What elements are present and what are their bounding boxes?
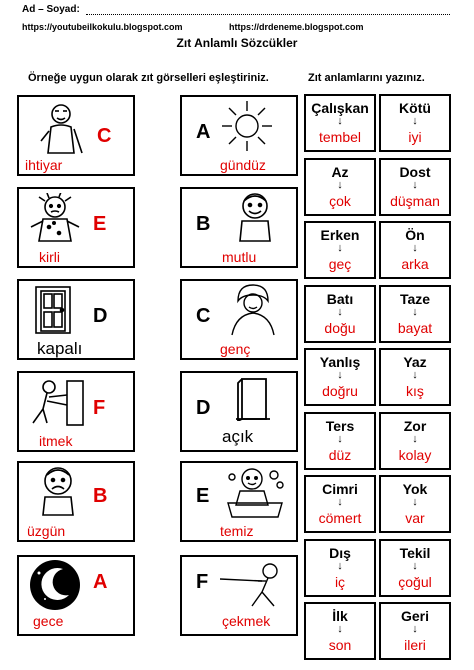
pair-answer[interactable]: düşman bbox=[390, 193, 440, 209]
pair-answer[interactable]: var bbox=[405, 510, 425, 526]
pair-word: Tekil bbox=[399, 545, 431, 561]
left-card-night[interactable] bbox=[17, 555, 135, 636]
pair-answer[interactable]: cömert bbox=[318, 510, 362, 526]
left-card-old-man[interactable] bbox=[17, 95, 135, 176]
right-card-pull[interactable] bbox=[180, 555, 298, 636]
opposite-pair[interactable] bbox=[379, 348, 451, 406]
pair-answer[interactable]: kolay bbox=[398, 447, 432, 463]
card-word: üzgün bbox=[27, 523, 66, 539]
washing-child-icon bbox=[222, 465, 288, 519]
pair-answer[interactable]: geç bbox=[328, 256, 352, 272]
down-arrow-icon: ↓ bbox=[412, 496, 418, 508]
pair-word: Ön bbox=[405, 227, 425, 243]
sun-icon bbox=[220, 99, 274, 153]
pair-word: Taze bbox=[399, 291, 431, 307]
pair-word: Geri bbox=[400, 608, 429, 624]
pair-answer[interactable]: çok bbox=[329, 193, 351, 209]
happy-boy-icon bbox=[232, 191, 278, 243]
opposite-pair[interactable] bbox=[304, 158, 376, 216]
card-letter: B bbox=[93, 485, 108, 507]
card-word: kirli bbox=[39, 249, 60, 265]
pair-answer[interactable]: tembel bbox=[318, 129, 362, 145]
closed-door-icon bbox=[33, 285, 73, 335]
pair-word: Dış bbox=[329, 545, 351, 561]
page-title: Zıt Anlamlı Sözcükler bbox=[176, 36, 298, 50]
sad-boy-icon bbox=[33, 465, 83, 517]
name-line[interactable] bbox=[86, 14, 450, 15]
pair-answer[interactable]: doğu bbox=[324, 320, 356, 336]
down-arrow-icon: ↓ bbox=[337, 623, 343, 635]
card-letter: B bbox=[196, 213, 211, 235]
match-instruction: Örneğe uygun olarak zıt görselleri eşleştiriniz. bbox=[28, 72, 269, 84]
opposite-pair[interactable] bbox=[304, 285, 376, 343]
card-word: itmek bbox=[39, 433, 73, 449]
down-arrow-icon: ↓ bbox=[412, 560, 418, 572]
card-word: ihtiyar bbox=[25, 157, 63, 173]
open-door-icon bbox=[236, 377, 272, 421]
opposite-pair[interactable] bbox=[304, 475, 376, 533]
dirty-child-icon bbox=[25, 193, 91, 243]
url-right[interactable]: https://drdeneme.blogspot.com bbox=[229, 22, 364, 32]
card-letter: D bbox=[196, 397, 211, 419]
pair-word: Çalışkan bbox=[311, 100, 369, 116]
card-letter: D bbox=[93, 305, 108, 327]
young-woman-icon bbox=[222, 283, 284, 337]
down-arrow-icon: ↓ bbox=[412, 306, 418, 318]
pulling-person-icon bbox=[220, 559, 286, 609]
card-letter: C bbox=[196, 305, 211, 327]
opposite-pair[interactable] bbox=[304, 412, 376, 470]
old-man-icon bbox=[27, 101, 95, 155]
card-word: çekmek bbox=[222, 613, 271, 629]
card-word: gece bbox=[33, 613, 64, 629]
pair-word: Az bbox=[331, 164, 349, 180]
pair-word: İlk bbox=[332, 608, 348, 624]
left-card-push[interactable] bbox=[17, 371, 135, 452]
pair-answer[interactable]: ileri bbox=[404, 637, 426, 653]
card-letter: A bbox=[93, 571, 108, 593]
pair-answer[interactable]: düz bbox=[328, 447, 352, 463]
pair-word: Kötü bbox=[399, 100, 431, 116]
pair-word: Erken bbox=[320, 227, 360, 243]
opposite-pair[interactable] bbox=[304, 348, 376, 406]
right-card-day[interactable] bbox=[180, 95, 298, 176]
down-arrow-icon: ↓ bbox=[337, 433, 343, 445]
opposite-pair[interactable] bbox=[379, 221, 451, 279]
card-word: gündüz bbox=[220, 157, 266, 173]
pair-answer[interactable]: arka bbox=[401, 256, 429, 272]
card-letter: A bbox=[196, 121, 211, 143]
opposite-pair[interactable] bbox=[304, 221, 376, 279]
right-card-open[interactable] bbox=[180, 371, 298, 452]
down-arrow-icon: ↓ bbox=[337, 369, 343, 381]
down-arrow-icon: ↓ bbox=[337, 496, 343, 508]
down-arrow-icon: ↓ bbox=[412, 115, 418, 127]
opposite-pair[interactable] bbox=[304, 94, 376, 152]
down-arrow-icon: ↓ bbox=[412, 623, 418, 635]
opposite-pair[interactable] bbox=[379, 475, 451, 533]
opposite-pair[interactable] bbox=[379, 412, 451, 470]
down-arrow-icon: ↓ bbox=[412, 242, 418, 254]
write-instruction: Zıt anlamlarını yazınız. bbox=[308, 72, 425, 84]
left-card-dirty[interactable] bbox=[17, 187, 135, 268]
pair-answer[interactable]: bayat bbox=[397, 320, 433, 336]
opposite-pair[interactable] bbox=[304, 602, 376, 660]
opposite-pair[interactable] bbox=[379, 94, 451, 152]
right-card-clean[interactable] bbox=[180, 461, 298, 542]
pair-answer[interactable]: iyi bbox=[408, 129, 422, 145]
pair-word: Yanlış bbox=[319, 354, 361, 370]
pair-answer[interactable]: doğru bbox=[322, 383, 358, 399]
pair-word: Cimri bbox=[322, 481, 358, 497]
pair-answer[interactable]: kış bbox=[406, 383, 424, 399]
url-left[interactable]: https://youtubeilkokulu.blogspot.com bbox=[22, 22, 183, 32]
card-letter: C bbox=[97, 125, 112, 147]
left-card-sad[interactable] bbox=[17, 461, 135, 542]
down-arrow-icon: ↓ bbox=[412, 369, 418, 381]
pair-word: Yaz bbox=[403, 354, 427, 370]
pair-word: Batı bbox=[326, 291, 354, 307]
opposite-pair[interactable] bbox=[379, 539, 451, 597]
right-card-young[interactable] bbox=[180, 279, 298, 360]
card-word: kapalı bbox=[37, 339, 83, 358]
down-arrow-icon: ↓ bbox=[412, 433, 418, 445]
down-arrow-icon: ↓ bbox=[337, 242, 343, 254]
left-card-closed-door[interactable] bbox=[17, 279, 135, 360]
opposite-pair[interactable] bbox=[379, 602, 451, 660]
pair-word: Ters bbox=[325, 418, 355, 434]
down-arrow-icon: ↓ bbox=[337, 179, 343, 191]
opposite-pair[interactable] bbox=[304, 539, 376, 597]
right-card-happy[interactable] bbox=[180, 187, 298, 268]
card-word: temiz bbox=[220, 523, 254, 539]
pair-word: Zor bbox=[403, 418, 427, 434]
pair-answer[interactable]: çoğul bbox=[398, 574, 432, 590]
card-letter: E bbox=[93, 213, 107, 235]
down-arrow-icon: ↓ bbox=[337, 115, 343, 127]
card-word: mutlu bbox=[222, 249, 257, 265]
card-letter: F bbox=[196, 571, 209, 593]
card-word: açık bbox=[222, 427, 254, 446]
opposite-pair[interactable] bbox=[379, 158, 451, 216]
down-arrow-icon: ↓ bbox=[412, 179, 418, 191]
card-letter: E bbox=[196, 485, 210, 507]
card-letter: F bbox=[93, 397, 106, 419]
pushing-person-icon bbox=[27, 377, 87, 429]
pair-word: Dost bbox=[399, 164, 431, 180]
card-word: genç bbox=[220, 341, 251, 357]
pair-answer[interactable]: son bbox=[328, 637, 352, 653]
name-label: Ad – Soyad: bbox=[22, 4, 80, 15]
opposite-pair[interactable] bbox=[379, 285, 451, 343]
down-arrow-icon: ↓ bbox=[337, 560, 343, 572]
pair-answer[interactable]: iç bbox=[334, 574, 346, 590]
moon-night-icon bbox=[25, 559, 85, 611]
down-arrow-icon: ↓ bbox=[337, 306, 343, 318]
pair-word: Yok bbox=[402, 481, 428, 497]
